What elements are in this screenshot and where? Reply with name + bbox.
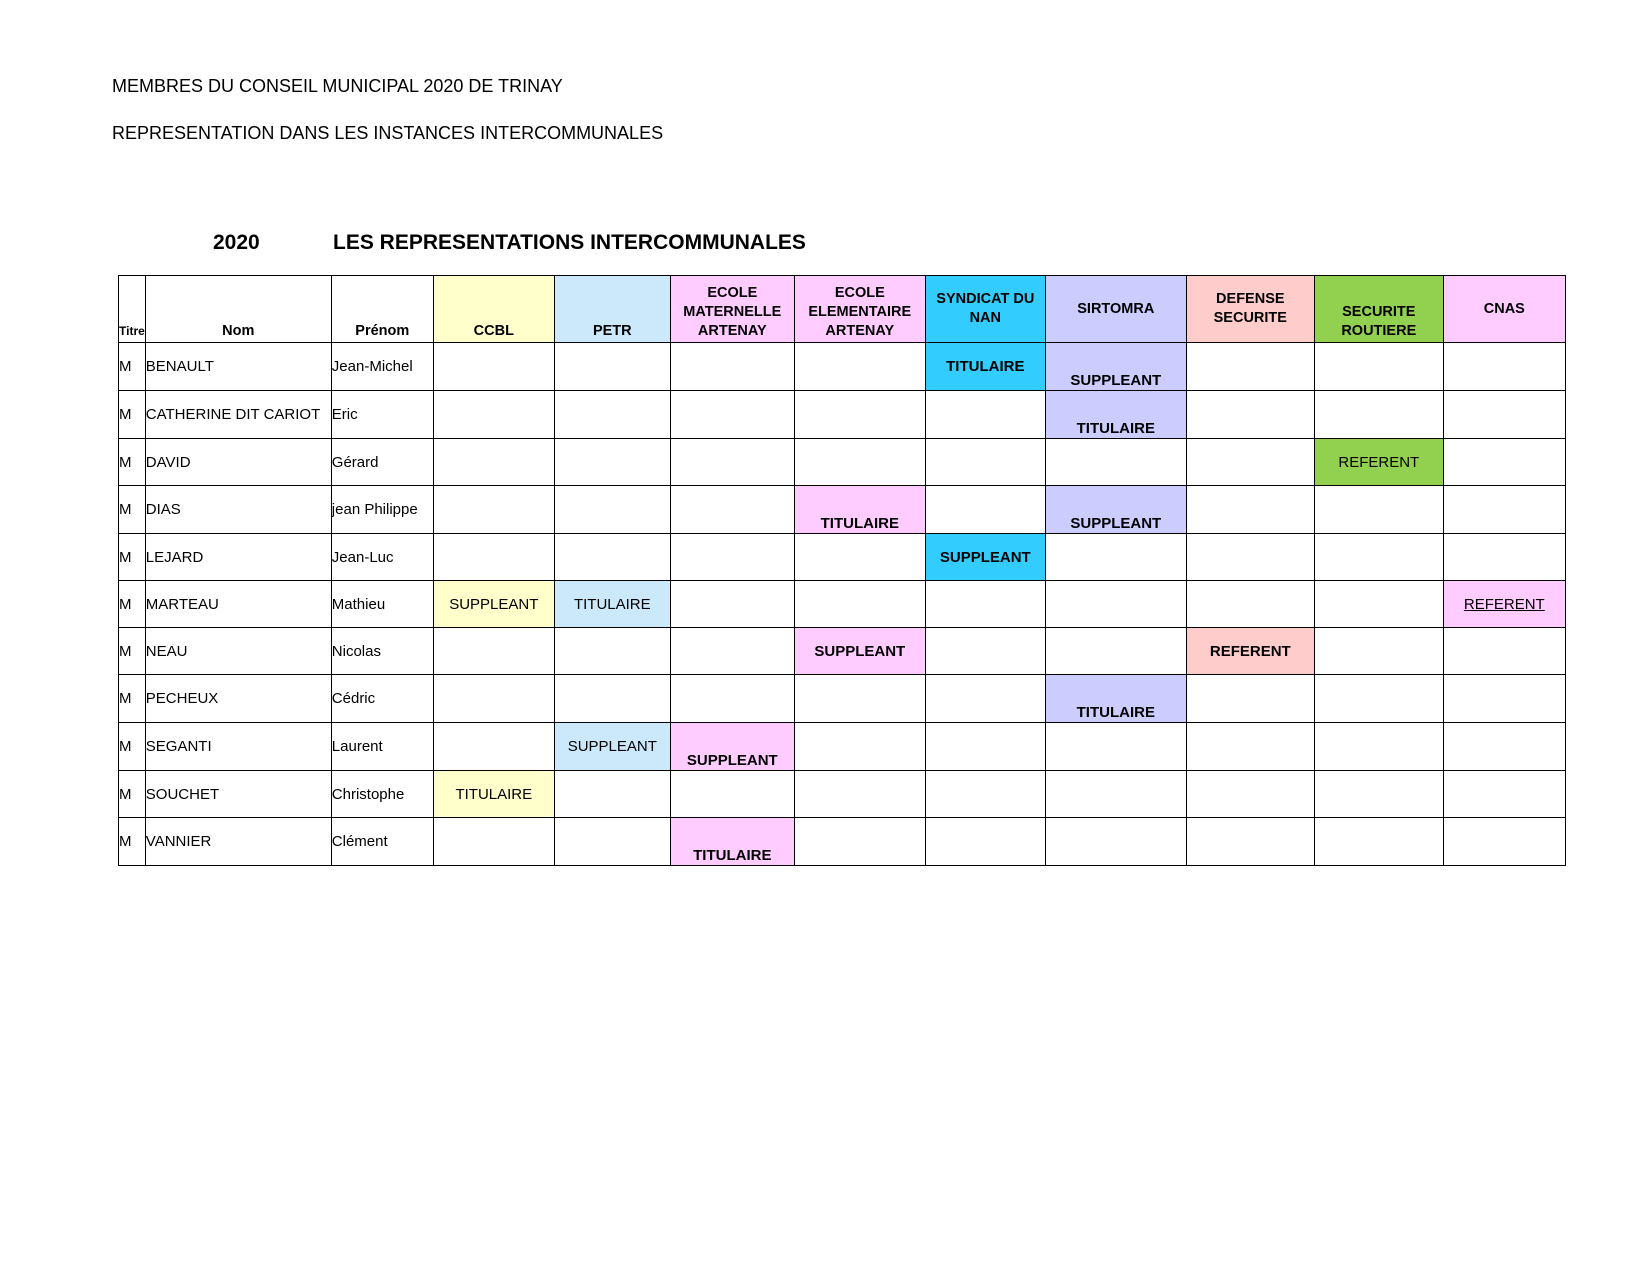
cell-cnas — [1443, 675, 1565, 723]
cell-ccbl: SUPPLEANT — [433, 581, 554, 628]
cell-securite — [1314, 675, 1443, 723]
cell-syndicat — [925, 675, 1045, 723]
cell-prenom: Clément — [331, 818, 433, 866]
cell-sirtomra: TITULAIRE — [1045, 391, 1186, 439]
table-row — [119, 675, 1566, 723]
cell-petr — [554, 628, 670, 675]
cell-ecole-elem — [794, 818, 925, 866]
cell-sirtomra — [1045, 818, 1186, 866]
cell-ecole-mat — [670, 534, 794, 581]
cell-titre: M — [119, 486, 146, 534]
cell-nom: CATHERINE DIT CARIOT — [145, 391, 331, 439]
cell-cnas: REFERENT — [1443, 581, 1565, 628]
header-prenom: Prénom — [331, 276, 433, 343]
cell-securite — [1314, 581, 1443, 628]
cell-nom: PECHEUX — [145, 675, 331, 723]
cell-prenom: Eric — [331, 391, 433, 439]
cell-petr — [554, 675, 670, 723]
header-cnas: CNAS — [1443, 276, 1565, 343]
cell-securite — [1314, 628, 1443, 675]
cell-titre: M — [119, 628, 146, 675]
cell-petr — [554, 391, 670, 439]
table-row — [119, 628, 1566, 675]
table-row — [119, 818, 1566, 866]
cell-ccbl — [433, 818, 554, 866]
cell-ccbl — [433, 628, 554, 675]
cell-cnas — [1443, 628, 1565, 675]
cell-ecole-elem — [794, 439, 925, 486]
cell-ccbl — [433, 486, 554, 534]
cell-ecole-mat — [670, 675, 794, 723]
header-row — [119, 276, 1566, 343]
cell-defense — [1186, 675, 1314, 723]
cell-cnas — [1443, 534, 1565, 581]
table-row — [119, 343, 1566, 391]
cell-titre: M — [119, 818, 146, 866]
header-ecole-mat: ECOLE MATERNELLE ARTENAY — [670, 276, 794, 343]
header-petr: PETR — [554, 276, 670, 343]
cell-sirtomra — [1045, 723, 1186, 771]
table-row — [119, 486, 1566, 534]
header-nom: Nom — [145, 276, 331, 343]
cell-titre: M — [119, 391, 146, 439]
cell-ecole-elem — [794, 391, 925, 439]
cell-ccbl — [433, 343, 554, 391]
cell-defense — [1186, 391, 1314, 439]
cell-ecole-mat — [670, 486, 794, 534]
cell-nom: VANNIER — [145, 818, 331, 866]
cell-titre: M — [119, 581, 146, 628]
cell-defense — [1186, 534, 1314, 581]
cell-ecole-mat: TITULAIRE — [670, 818, 794, 866]
cell-securite — [1314, 486, 1443, 534]
cell-sirtomra: SUPPLEANT — [1045, 343, 1186, 391]
cell-ccbl — [433, 439, 554, 486]
cell-prenom: Christophe — [331, 771, 433, 818]
cell-syndicat — [925, 818, 1045, 866]
table-row — [119, 723, 1566, 771]
table-body — [119, 343, 1566, 866]
cell-syndicat — [925, 391, 1045, 439]
cell-titre: M — [119, 534, 146, 581]
cell-ecole-elem: SUPPLEANT — [794, 628, 925, 675]
cell-ccbl — [433, 534, 554, 581]
cell-prenom: Cédric — [331, 675, 433, 723]
header-ccbl: CCBL — [433, 276, 554, 343]
cell-cnas — [1443, 723, 1565, 771]
cell-securite — [1314, 771, 1443, 818]
cell-petr: TITULAIRE — [554, 581, 670, 628]
cell-securite — [1314, 343, 1443, 391]
cell-ecole-elem — [794, 771, 925, 818]
cell-titre: M — [119, 723, 146, 771]
cell-petr — [554, 486, 670, 534]
table-row — [119, 439, 1566, 486]
header-defense: DEFENSE SECURITE — [1186, 276, 1314, 343]
cell-nom: SOUCHET — [145, 771, 331, 818]
cell-ccbl: TITULAIRE — [433, 771, 554, 818]
representation-table — [118, 275, 1566, 866]
cell-syndicat — [925, 581, 1045, 628]
document-subtitle: REPRESENTATION DANS LES INSTANCES INTERCOMMUNALES — [112, 123, 664, 143]
cell-defense — [1186, 486, 1314, 534]
cell-ecole-elem — [794, 534, 925, 581]
cell-securite — [1314, 818, 1443, 866]
cell-ccbl — [433, 675, 554, 723]
cell-sirtomra: SUPPLEANT — [1045, 486, 1186, 534]
cell-ecole-elem: TITULAIRE — [794, 486, 925, 534]
cell-sirtomra — [1045, 581, 1186, 628]
cell-nom: NEAU — [145, 628, 331, 675]
cell-defense — [1186, 343, 1314, 391]
cell-ecole-elem — [794, 675, 925, 723]
cell-cnas — [1443, 486, 1565, 534]
cell-titre: M — [119, 771, 146, 818]
cell-defense — [1186, 723, 1314, 771]
cell-petr: SUPPLEANT — [554, 723, 670, 771]
cell-cnas — [1443, 818, 1565, 866]
cell-syndicat: SUPPLEANT — [925, 534, 1045, 581]
cell-prenom: Laurent — [331, 723, 433, 771]
header-ecole-elem: ECOLE ELEMENTAIRE ARTENAY — [794, 276, 925, 343]
cell-ecole-mat — [670, 343, 794, 391]
cell-sirtomra: TITULAIRE — [1045, 675, 1186, 723]
cell-syndicat: TITULAIRE — [925, 343, 1045, 391]
cell-ecole-mat: SUPPLEANT — [670, 723, 794, 771]
cell-petr — [554, 534, 670, 581]
cell-prenom: Jean-Michel — [331, 343, 433, 391]
cell-ccbl — [433, 723, 554, 771]
cell-prenom: Gérard — [331, 439, 433, 486]
cell-ccbl — [433, 391, 554, 439]
cell-petr — [554, 439, 670, 486]
cell-titre: M — [119, 439, 146, 486]
cell-prenom: Mathieu — [331, 581, 433, 628]
cell-sirtomra — [1045, 628, 1186, 675]
cell-petr — [554, 771, 670, 818]
cell-sirtomra — [1045, 439, 1186, 486]
table-row — [119, 771, 1566, 818]
cell-ecole-mat — [670, 771, 794, 818]
cell-ecole-elem — [794, 343, 925, 391]
cell-securite — [1314, 723, 1443, 771]
cell-securite: REFERENT — [1314, 439, 1443, 486]
cell-sirtomra — [1045, 771, 1186, 818]
cell-nom: LEJARD — [145, 534, 331, 581]
cell-ecole-mat — [670, 581, 794, 628]
cell-nom: SEGANTI — [145, 723, 331, 771]
document-title: MEMBRES DU CONSEIL MUNICIPAL 2020 DE TRINAY — [112, 76, 563, 96]
section-title: LES REPRESENTATIONS INTERCOMMUNALES — [333, 231, 806, 254]
cell-titre: M — [119, 343, 146, 391]
cell-cnas — [1443, 343, 1565, 391]
cell-defense — [1186, 439, 1314, 486]
cell-syndicat — [925, 771, 1045, 818]
table-row — [119, 534, 1566, 581]
section-year: 2020 — [213, 231, 260, 254]
cell-cnas — [1443, 391, 1565, 439]
header-sirtomra: SIRTOMRA — [1045, 276, 1186, 343]
cell-nom: DIAS — [145, 486, 331, 534]
cell-defense — [1186, 581, 1314, 628]
cell-syndicat — [925, 628, 1045, 675]
cell-prenom: Nicolas — [331, 628, 433, 675]
table-row — [119, 581, 1566, 628]
cell-ecole-elem — [794, 581, 925, 628]
cell-syndicat — [925, 486, 1045, 534]
cell-nom: DAVID — [145, 439, 331, 486]
cell-nom: BENAULT — [145, 343, 331, 391]
cell-petr — [554, 818, 670, 866]
cell-titre: M — [119, 675, 146, 723]
cell-ecole-mat — [670, 391, 794, 439]
cell-defense: REFERENT — [1186, 628, 1314, 675]
table-row — [119, 391, 1566, 439]
cell-cnas — [1443, 771, 1565, 818]
cell-prenom: Jean-Luc — [331, 534, 433, 581]
cell-defense — [1186, 771, 1314, 818]
cell-securite — [1314, 534, 1443, 581]
cell-petr — [554, 343, 670, 391]
cell-ecole-elem — [794, 723, 925, 771]
cell-ecole-mat — [670, 439, 794, 486]
header-titre: Titre — [119, 276, 146, 343]
header-securite: SECURITE ROUTIERE — [1314, 276, 1443, 343]
cell-ecole-mat — [670, 628, 794, 675]
cell-syndicat — [925, 439, 1045, 486]
cell-securite — [1314, 391, 1443, 439]
cell-syndicat — [925, 723, 1045, 771]
cell-nom: MARTEAU — [145, 581, 331, 628]
header-syndicat: SYNDICAT DU NAN — [925, 276, 1045, 343]
cell-prenom: jean Philippe — [331, 486, 433, 534]
cell-cnas — [1443, 439, 1565, 486]
cell-defense — [1186, 818, 1314, 866]
cell-sirtomra — [1045, 534, 1186, 581]
